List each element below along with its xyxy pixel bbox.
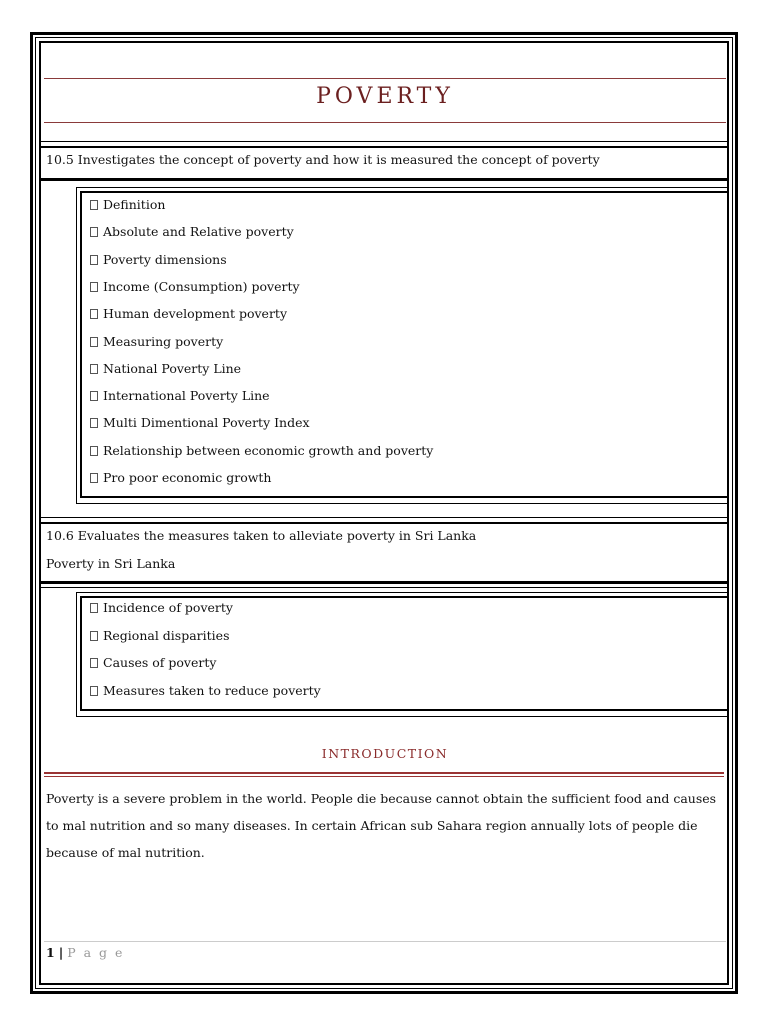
divider	[40, 587, 729, 590]
bullet-placeholder-icon	[90, 658, 98, 668]
page-footer	[46, 945, 124, 960]
list-item-label: Measuring poverty	[103, 333, 224, 349]
bullet-placeholder-icon	[90, 227, 98, 237]
section2-subheading: Poverty in Sri Lanka	[46, 556, 176, 571]
list-item	[90, 224, 294, 239]
list-item-label: Income (Consumption) poverty	[103, 278, 300, 294]
divider	[40, 141, 729, 144]
bullet-placeholder-icon	[90, 309, 98, 319]
list-item-label: Regional disparities	[103, 627, 230, 643]
section1-heading: 10.5 Investigates the concept of poverty and how it is measured the concept of poverty	[46, 152, 600, 167]
list-item-label: Relationship between economic growth and poverty	[103, 442, 434, 458]
footer-rule	[44, 941, 726, 942]
bullet-placeholder-icon	[90, 200, 98, 210]
page-separator: |	[58, 945, 64, 960]
list-item-label: Multi Dimentional Poverty Index	[103, 415, 310, 431]
page-border-inner	[39, 41, 729, 985]
section2-heading: 10.6 Evaluates the measures taken to alleviate poverty in Sri Lanka	[46, 528, 477, 543]
list-item-label: Poverty dimensions	[103, 251, 227, 267]
list-item	[90, 252, 227, 267]
paragraph-line: Poverty is a severe problem in the world. People die because cannot obtain the sufficient food and causes	[46, 791, 717, 806]
list-item	[90, 361, 241, 376]
bullet-placeholder-icon	[90, 364, 98, 374]
list-item-label: Measures taken to reduce poverty	[103, 682, 321, 698]
introduction-rule-thin	[44, 776, 724, 777]
title-rule-top	[44, 78, 726, 79]
list-item	[90, 443, 433, 458]
list-item	[90, 470, 272, 485]
list-item-label: Pro poor economic growth	[103, 470, 272, 485]
list-item	[90, 415, 310, 430]
page-number: 1	[46, 945, 55, 960]
bullet-placeholder-icon	[90, 603, 98, 613]
bullet-placeholder-icon	[90, 686, 98, 696]
title-rule-bottom	[44, 122, 726, 123]
introduction-rule	[44, 772, 724, 774]
bullet-placeholder-icon	[90, 418, 98, 428]
bullet-placeholder-icon	[90, 473, 98, 483]
list-item	[90, 279, 300, 294]
list-item-label: Causes of poverty	[103, 655, 217, 670]
list-item-label: Absolute and Relative poverty	[103, 224, 294, 240]
list-item-label: Human development poverty	[103, 306, 288, 322]
bullet-placeholder-icon	[90, 255, 98, 265]
divider	[40, 517, 729, 520]
bullet-placeholder-icon	[90, 391, 98, 401]
list-item	[90, 655, 216, 670]
list-item	[90, 683, 321, 698]
paragraph-line: because of mal nutrition.	[46, 845, 205, 860]
list-item-label: International Poverty Line	[103, 388, 270, 404]
page-title: POVERTY	[316, 84, 454, 109]
list-item	[90, 334, 223, 349]
paragraph-line: to mal nutrition and so many diseases. In certain African sub Sahara region annually lots of people die	[46, 818, 698, 833]
page-label: P a g e	[67, 945, 125, 960]
list-item	[90, 600, 233, 615]
bullet-placeholder-icon	[90, 631, 98, 641]
list-item-label: Definition	[103, 197, 166, 212]
bullet-placeholder-icon	[90, 282, 98, 292]
list-item-label: National Poverty Line	[103, 360, 242, 376]
bullet-placeholder-icon	[90, 446, 98, 456]
list-item	[90, 628, 229, 643]
list-item-label: Incidence of poverty	[103, 600, 233, 615]
list-item	[90, 388, 270, 403]
introduction-heading: INTRODUCTION	[321, 746, 449, 761]
bullet-placeholder-icon	[90, 337, 98, 347]
list-item	[90, 197, 165, 212]
list-item	[90, 306, 287, 321]
